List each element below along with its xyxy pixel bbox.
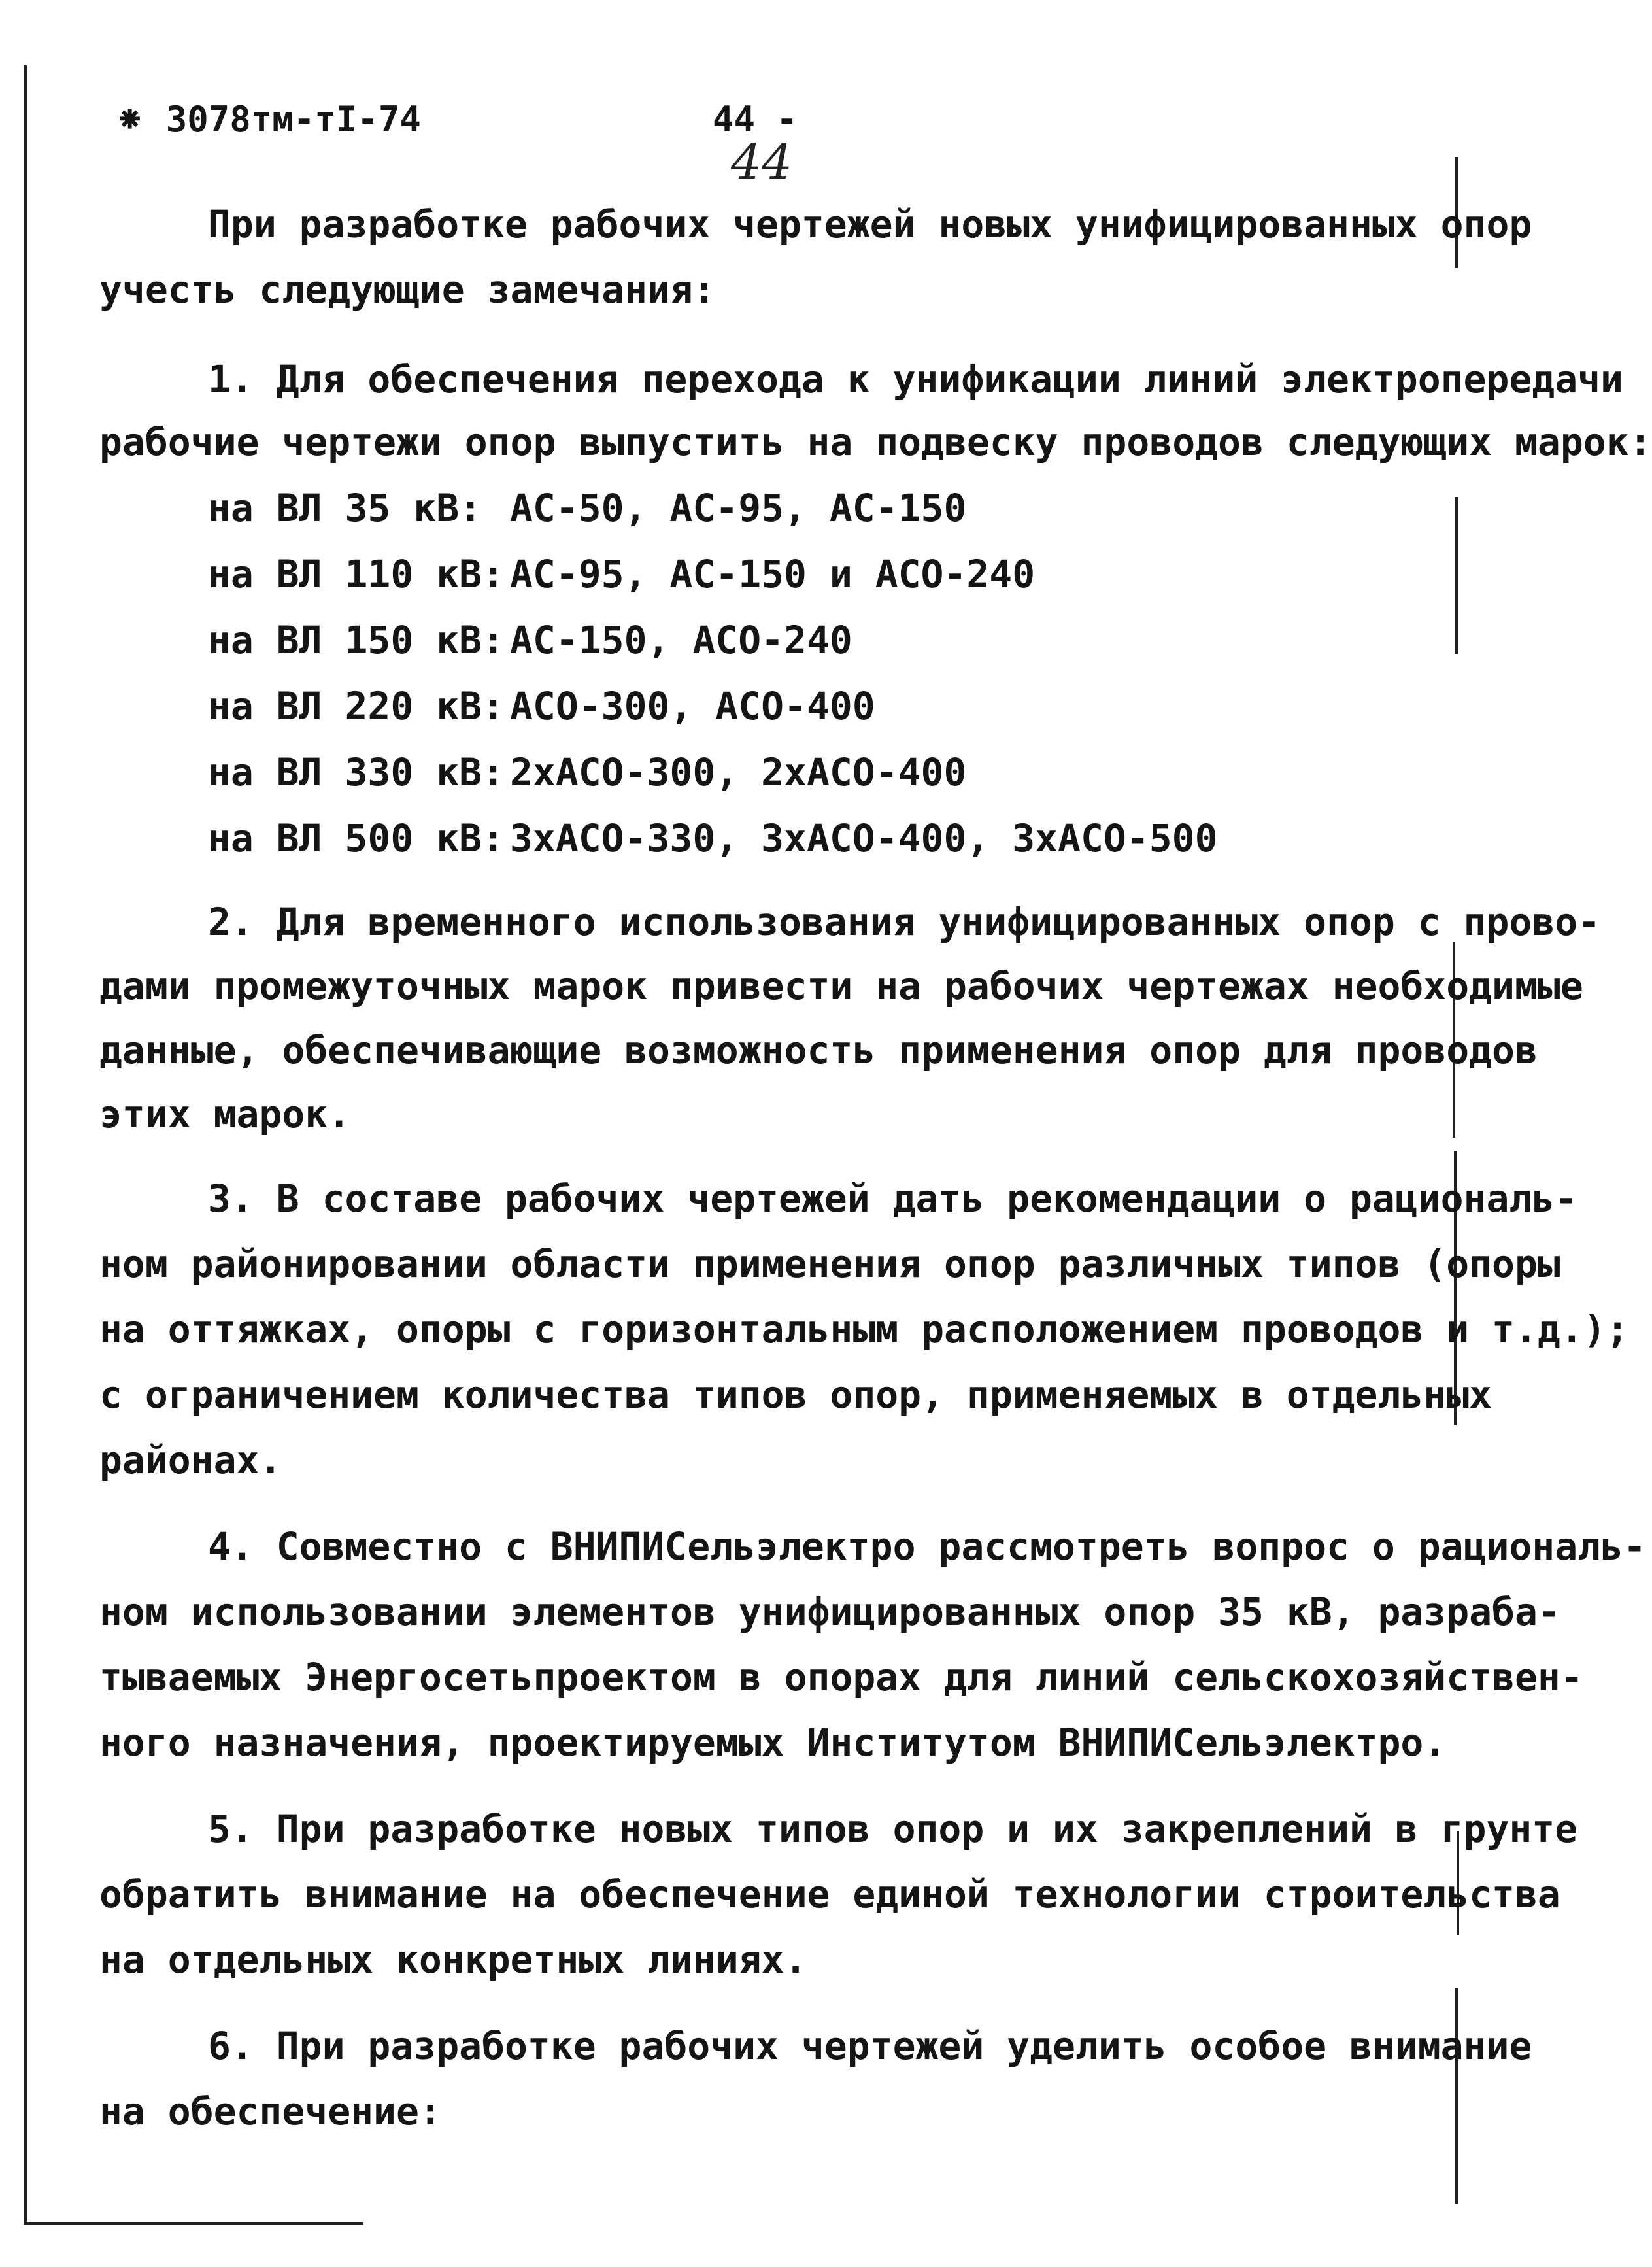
item1-line: рабочие чертежи опор выпустить на подвеску проводов следующих марок:	[99, 420, 1652, 464]
bottom-border-line	[24, 2222, 363, 2225]
item1-line: 1. Для обеспечения перехода к унификации линий электропередачи	[208, 357, 1623, 401]
item3-line: 3. В составе рабочих чертежей дать рекомендации о рациональ-	[208, 1176, 1578, 1221]
voltage-label: на ВЛ 220 кВ:	[208, 684, 505, 728]
right-margin-line	[1455, 497, 1458, 654]
item3-line: с ограничением количества типов опор, применяемых в отдельных	[99, 1372, 1492, 1417]
item3-line: на оттяжках, опоры с горизонтальным расположением проводов и т.д.);	[99, 1307, 1629, 1352]
right-margin-line	[1455, 1988, 1458, 2204]
item3-line: ном районировании области применения опор различных типов (опоры	[99, 1242, 1560, 1286]
intro-line: учесть следующие замечания:	[99, 267, 716, 312]
voltage-label: на ВЛ 110 кВ:	[208, 552, 505, 596]
wire-types: АСО-300, АСО-400	[510, 684, 875, 728]
page-number-typed: 44 -	[713, 99, 798, 140]
item5-line: 5. При разработке новых типов опор и их закреплений в грунте	[208, 1807, 1578, 1851]
item2-line: этих марок.	[99, 1092, 351, 1136]
item5-line: обратить внимание на обеспечение единой технологии строительства	[99, 1872, 1560, 1917]
item5-line: на отдельных конкретных линиях.	[99, 1937, 807, 1982]
item2-line: дами промежуточных марок привести на рабочих чертежах необходимые	[99, 964, 1583, 1008]
wire-types: 3хАСО-330, 3хАСО-400, 3хАСО-500	[510, 816, 1218, 861]
left-border-line	[24, 65, 27, 2223]
voltage-label: на ВЛ 150 кВ:	[208, 618, 505, 662]
item4-line: ного назначения, проектируемых Институтом ВНИПИСельэлектро.	[99, 1720, 1447, 1765]
voltage-label: на ВЛ 330 кВ:	[208, 750, 505, 794]
item6-line: на обеспечение:	[99, 2089, 442, 2134]
wire-types: 2хАСО-300, 2хАСО-400	[510, 750, 967, 794]
item4-line: ном использовании элементов унифицированных опор 35 кВ, разраба-	[99, 1590, 1560, 1634]
wire-types: АС-95, АС-150 и АСО-240	[510, 552, 1036, 596]
item4-line: тываемых Энергосетьпроектом в опорах для линий сельскохозяйствен-	[99, 1655, 1583, 1699]
item2-line: данные, обеспечивающие возможность применения опор для проводов	[99, 1028, 1538, 1072]
item6-line: 6. При разработке рабочих чертежей уделить особое внимание	[208, 2024, 1532, 2068]
item2-line: 2. Для временного использования унифицированных опор с прово-	[208, 900, 1601, 944]
page-number-handwritten: 44	[731, 134, 793, 190]
item4-line: 4. Совместно с ВНИПИСельэлектро рассмотреть вопрос о рациональ-	[208, 1524, 1646, 1569]
intro-line: При разработке рабочих чертежей новых унифицированных опор	[208, 202, 1532, 247]
wire-types: АС-50, АС-95, АС-150	[510, 486, 967, 530]
voltage-label: на ВЛ 500 кВ:	[208, 816, 505, 861]
wire-types: АС-150, АСО-240	[510, 618, 852, 662]
document-code: ⁕ 3078тм-тI-74	[115, 99, 421, 140]
voltage-label: на ВЛ 35 кВ:	[208, 486, 482, 530]
item3-line: районах.	[99, 1438, 282, 1482]
